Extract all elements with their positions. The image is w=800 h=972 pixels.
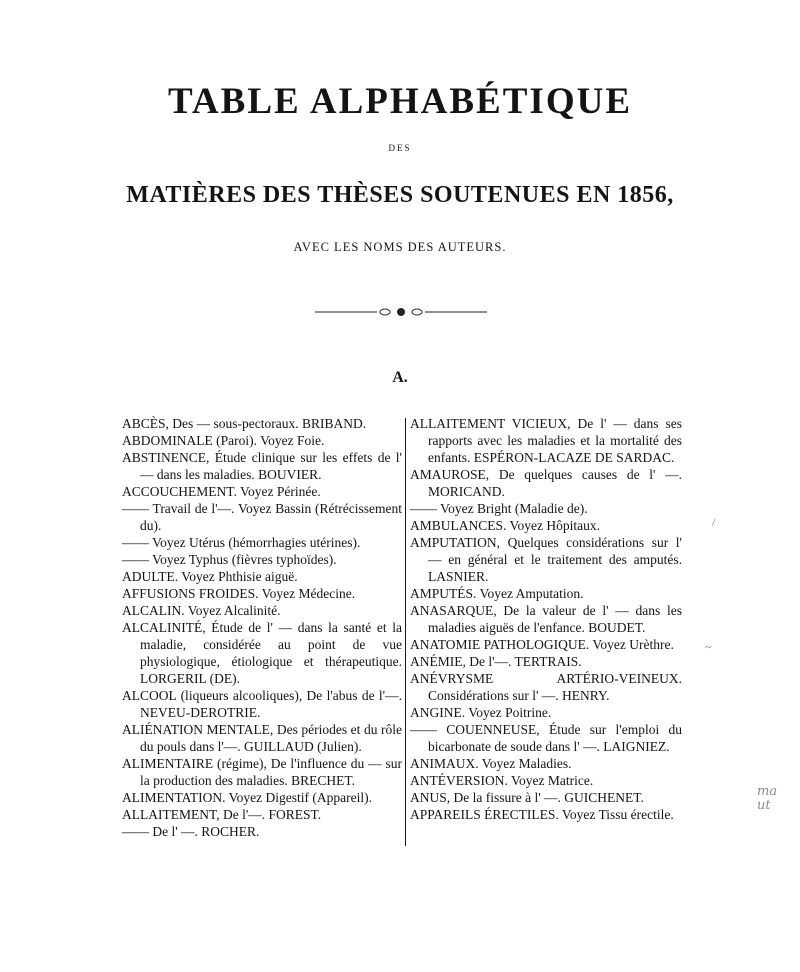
index-entry: ALIMENTATION. Voyez Digestif (Appareil). [122,790,372,805]
index-entry: ANATOMIE PATHOLOGIQUE. Voyez Urèthre. [410,637,674,652]
index-entry: ACCOUCHEMENT. Voyez Périnée. [122,484,321,499]
index-entry: ABSTINENCE, Étude clinique sur les effets de l' — dans les maladies. BOUVIER. [122,450,402,482]
index-entry: ALLAITEMENT, De l'—. FOREST. [122,807,322,822]
index-entry: ANUS, De la fissure à l' —. GUICHENET. [410,790,644,805]
index-entry: ALIÉNATION MENTALE, Des périodes et du rôle du pouls dans l'—. GUILLAUD (Julien). [122,722,402,754]
margin-handwriting: ma ut [757,784,778,813]
index-entry: ANASARQUE, De la valeur de l' — dans les maladies aiguës de l'enfance. BOUDET. [410,603,682,635]
index-column-right [410,415,682,823]
index-entry: AMAUROSE, De quelques causes de l' —. MORICAND. [410,467,682,499]
index-column-left [122,415,402,840]
page-subtitle: MATIÈRES DES THÈSES SOUTENUES EN 1856, [126,182,674,208]
index-entry: ALCOOL (liqueurs alcooliques), De l'abus de l'—. NEVEU-DEROTRIE. [122,688,402,720]
section-letter: A. [392,369,408,386]
index-entry: ANGINE. Voyez Poitrine. [410,705,552,720]
page-title: TABLE ALPHABÉTIQUE [167,81,632,122]
index-entry: ANTÉVERSION. Voyez Matrice. [410,773,594,788]
index-entry: ANÉMIE, De l'—. TERTRAIS. [410,654,582,669]
authors-line: AVEC LES NOMS DES AUTEURS. [293,240,507,254]
index-entry: AMBULANCES. Voyez Hôpitaux. [410,518,601,533]
index-entry: —— Voyez Bright (Maladie de). [410,501,588,516]
ornament-divider [315,306,487,318]
index-entry: ABDOMINALE (Paroi). Voyez Foie. [122,433,325,448]
column-divider [405,418,406,846]
index-entry: AMPUTÉS. Voyez Amputation. [410,586,584,601]
index-entry: ADULTE. Voyez Phthisie aiguë. [122,569,298,584]
index-entry: ALIMENTAIRE (régime), De l'influence du — sur la production des maladies. BRECHET. [122,756,402,788]
index-entry: ABCÈS, Des — sous-pectoraux. BRIBAND. [122,416,367,431]
index-entry: —— Voyez Utérus (hémorrhagies utérines). [122,535,361,550]
index-entry: ALLAITEMENT VICIEUX, De l' — dans ses rapports avec les maladies et la mortalité des enfants. ESPÉRON-LACAZE DE SARDAC. [410,416,682,465]
des-line: DES [388,143,412,153]
index-entry: AFFUSIONS FROIDES. Voyez Médecine. [122,586,356,601]
index-entry: —— De l' —. ROCHER. [122,824,260,839]
index-entry: —— COUENNEUSE, Étude sur l'emploi du bicarbonate de soude dans l' —. LAIGNIEZ. [410,722,682,754]
index-entry: AMPUTATION, Quelques considérations sur l' — en général et le traitement des amputés. LASNIER. [410,535,682,584]
index-entry: —— Travail de l'—. Voyez Bassin (Rétrécissement du). [122,501,402,533]
index-entry: ALCALIN. Voyez Alcalinité. [122,603,281,618]
pencil-dash: ~ [705,640,712,654]
index-entry: APPAREILS ÉRECTILES. Voyez Tissu érectile. [410,807,674,822]
index-entry: —— Voyez Typhus (fièvres typhoïdes). [122,552,337,567]
pencil-mark: / [712,515,716,529]
index-entry: ANÉVRYSME ARTÉRIO-VEINEUX. Considérations sur l' —. HENRY. [410,671,682,703]
index-entry: ALCALINITÉ, Étude de l' — dans la santé et la maladie, considérée au point de vue physiologique, étiologique et thérapeutique. LORGERIL (DE). [122,620,402,686]
index-entry: ANIMAUX. Voyez Maladies. [410,756,572,771]
